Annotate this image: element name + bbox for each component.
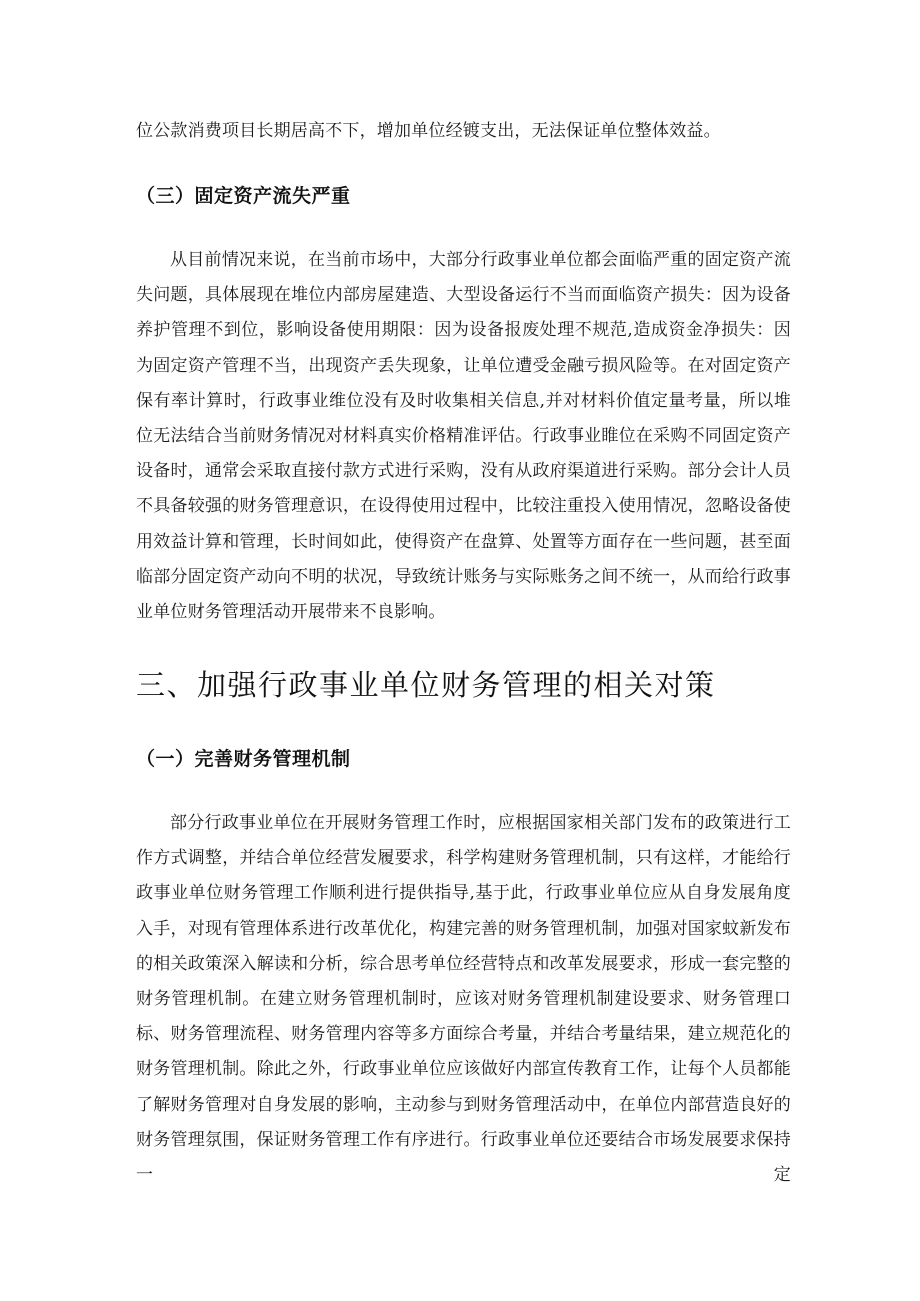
section-heading-fixed-asset-loss: （三）固定资产流失严重 xyxy=(136,185,351,207)
chapter-heading-countermeasures: 三、加强行政事业单位财务管理的相关对策 xyxy=(136,668,716,702)
fixed-asset-loss-paragraph: 从目前情况来说，在当前市场中，大部分行政事业单位都会面临严重的固定资产流失问题，具体展现在堆位内部房屋建造、大型设备运行不当而面临资产损失：因为设备养护管理不到位，影响设备使用期限：因为设备报废处理不规范,造成资金净损失：因为固定资产管理不当，出现资产丢失现象，让单位遭受金融亏损风险等。在对固定资产保有率计算时，行政事业维位没有及时收集相关信息,并对材料价值定量考量，所以堆位无法结合当前财务情况对材料真实价格精准评估。行政事业睢位在采购不同固定资产设备时，通常会采取直接付款方式进行采购，没有从政府渠道进行采购。部分会计人员不具备较强的财务管理意识，在设得使用过程中，比较注重投入使用情况，忽略设备使用效益计算和管理，长时间如此，使得资产在盘算、处置等方面存在一些问题，甚至面临部分固定资产动向不明的状况，导致统计账务与实际账务之间不统一，从而给行政事业单位财务管理活动开展带来不良影响。 xyxy=(136,250,791,623)
improve-mechanism-paragraph: 部分行政事业单位在开展财务管理工作时，应根据国家相关部门发布的政策进行工作方式调整，并结合单位经营发履要求，科学构建财务管理机制，只有这样，才能给行政事业单位财务管理工作顺利进行提供指导,基于此，行政事业单位应从自身发展角度入手，对现有管理体系进行改革优化，构建完善的财务管理机制，加强对国家蚊新发布的相关政策深入解读和分析，综合思考单位经营特点和改革发展要求，形成一套完整的财务管理机制。在建立财务管理机制时，应该对财务管理机制建设要求、财务管理口标、财务管理流程、财务管理内容等多方面综合考量，并结合考量结果，建立规范化的财务管理机制。除此之外，行政事业单位应该做好内部宣传教育工作，让每个人员都能了解财务管理对自身发展的影响，主动参与到财务管理活动中，在单位内部营造良好的财务管理氛围，保证财务管理工作有序进行。行政事业单位还要结合市场发展要求保持一定 xyxy=(136,813,791,1186)
intro-paragraph-fragment: 位公款消费项目长期居高不下，增加单位经镀支出，无法保证单位整体效益。 xyxy=(136,121,721,141)
section-heading-improve-mechanism: （一）完善财务管理机制 xyxy=(136,748,351,770)
